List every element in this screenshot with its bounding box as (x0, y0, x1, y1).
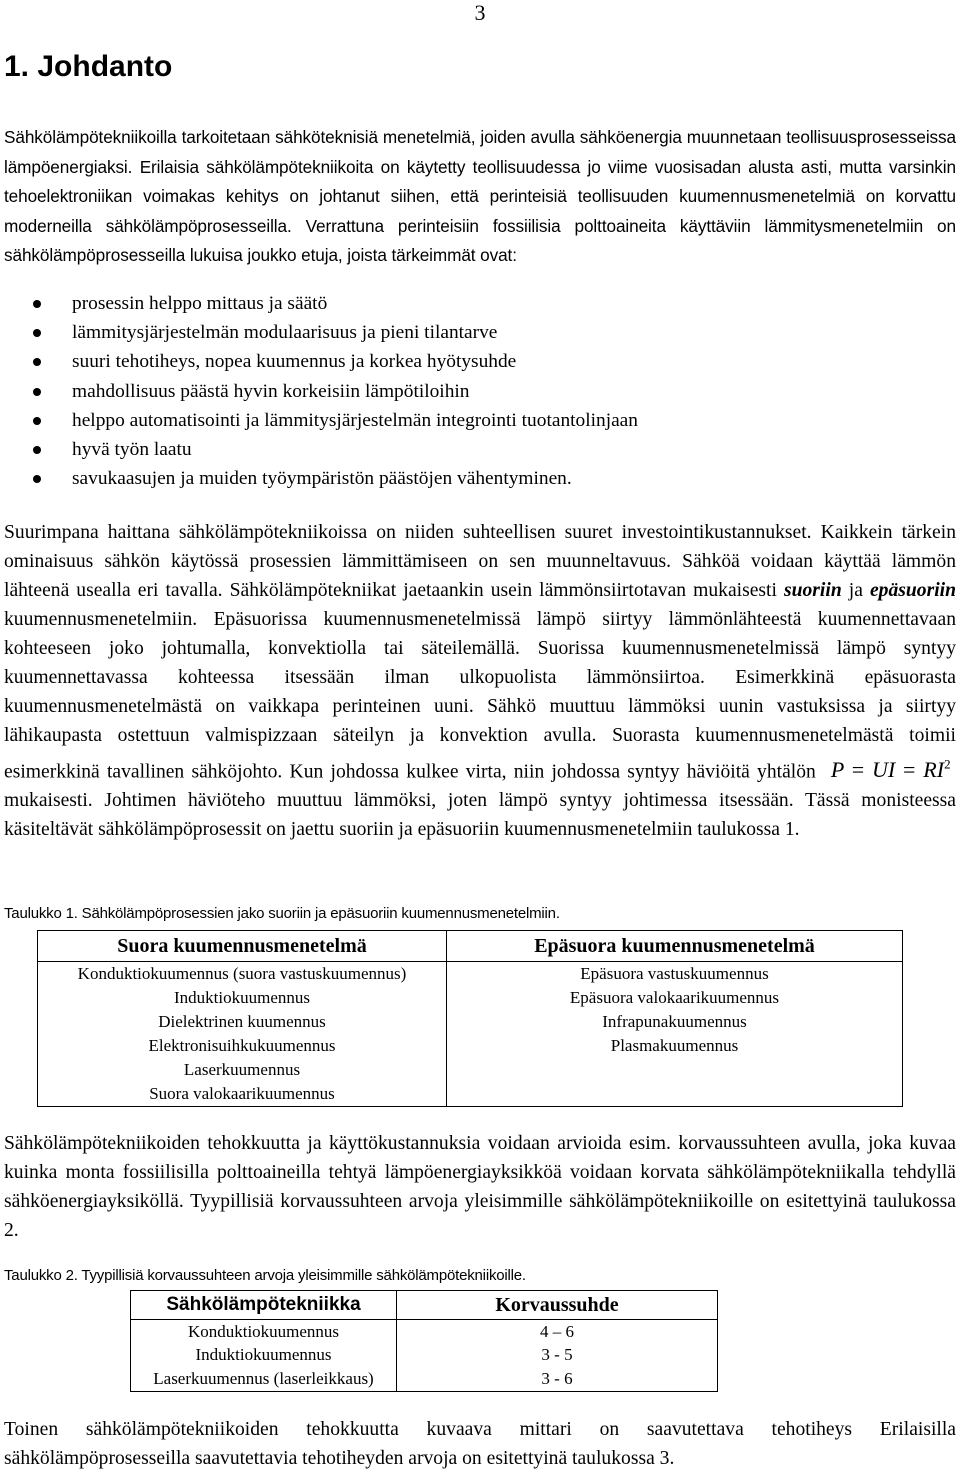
intro-paragraph (4, 123, 956, 271)
page-number: 3 (474, 0, 486, 25)
list-item: lämmitysjärjestelmän modulaarisuus ja pieni tilantarve (4, 318, 638, 347)
table2-caption: Taulukko 2. Tyypillisiä korvaussuhteen arvoja yleisimmille sähkölämpötekniikoille. (4, 1267, 526, 1284)
table-header-row (38, 931, 903, 962)
table-row: Induktiokuumennus Epäsuora valokaarikuumennus (38, 986, 903, 1010)
bullet-icon (33, 475, 41, 483)
table1-caption: Taulukko 1. Sähkölämpöprosessien jako suoriin ja epäsuoriin kuumennusmenetelmiin. (4, 905, 560, 922)
body-sentence-1: Suurimpana haittana sähkölämpötekniikoissa on niiden suhteellisen suuret investointikustannukset. Kaikkein tärkein ominaisuus sähkön käytössä prosessien lämmittämiseen on sen muunneltavuus. Sähköä voidaan käyttää lämmön lähteenä usealla eri tavalla. (4, 522, 956, 601)
body-sentence-6: mukaisesti. Johtimen häviöteho muuttuu lämmöksi, joten lämpö syntyy johtimessa itsessään. Tässä monisteessa käsiteltävät sähkölämpöprosessit on jaettu suoriin ja epäsuoriin kuumennusmenetelmiin taulukossa 1. (4, 790, 956, 841)
list-item: savukaasujen ja muiden työympäristön päästöjen vähentyminen. (4, 464, 638, 493)
bullet-icon (33, 358, 41, 366)
body-sentence-4: Suorissa kuumennusmenetelmissä lämpö syntyy kuumennettavassa kohteessa itsessään ilman ulkopuolista lämmönsiirtoa. Esimerkkinä epäsuorasta kuumennusmenetelmästä on vaikkapa perinteinen uuni. Sähkö muuttuu lämmöksi uunin vastuksissa ja siirtyy lähikaupasta ostettuun valmispizzaan säteilyn ja konvektion avulla. (4, 638, 956, 746)
table-row: Dielektrinen kuumennus Infrapunakuumennus (38, 1010, 903, 1034)
body-sentence-3: Epäsuorissa kuumennusmenetelmissä lämpö siirtyy lämmönlähteestä kuumennettavaan kohteeseen joko johtumalla, konvektiolla tai säteilemällä. (4, 609, 956, 659)
list-item: suuri tehotiheys, nopea kuumennus ja korkea hyötysuhde (4, 347, 638, 376)
closing-paragraph: Toinen sähkölämpötekniikoiden tehokkuutta kuvaava mittari on saavutettava tehotiheys Erilaisilla sähkölämpöprosesseilla saavutettavia tehotiheyden arvoja on esitettyinä taulukossa 3. (4, 1419, 956, 1469)
list-item: helppo automatisointi ja lämmitysjärjestelmän integrointi tuotantolinjaan (4, 406, 638, 435)
bullet-icon (33, 417, 41, 425)
intro-sentence-1: Sähkölämpötekniikoilla tarkoitetaan sähköteknisiä menetelmiä, joiden avulla sähköenergia muunnetaan teollisuusprosesseissa lämpöenergiaksi. (4, 127, 956, 177)
emphasis-epasuoriin: epäsuoriin (869, 580, 956, 601)
intro-sentence-3: Verrattuna perinteisiin fossiilisia polttoaineita käyttäviin lämmitysmenetelmiin on sähkölämpöprosesseilla lukuisa joukko etuja, joista tärkeimmät ovat: (4, 215, 956, 265)
table-row: Elektronisuihkukuumennus Plasmakuumennus (38, 1034, 903, 1058)
table-row: Konduktiokuumennus (suora vastuskuumennus) Epäsuora vastuskuumennus (38, 962, 903, 987)
table-row: Laserkuumennus (laserleikkaus) 3 - 6 (131, 1367, 718, 1391)
table-header-row (131, 1291, 718, 1320)
list-item: mahdollisuus päästä hyvin korkeisiin lämpötiloihin (4, 377, 638, 406)
table1-header-direct: Suora kuumennusmenetelmä (38, 931, 447, 962)
table2-header-technique: Sähkölämpötekniikka (131, 1291, 397, 1320)
table-row: Suora valokaarikuumennus (38, 1082, 903, 1107)
advantages-list (4, 289, 638, 493)
intro-sentence-2: Erilaisia sähkölämpötekniikoita on käytetty teollisuudessa jo viime vuosisadan alusta asti, mutta varsinkin tehoelektroniikan voimakas kehitys on johtanut siihen, että perinteisiä teollisuuden kuumennusmenetelmiä on korvattu moderneilla sähkölämpöprosesseilla. (4, 156, 956, 236)
power-equation: P = UI = $RI^2$ (830, 757, 951, 783)
table2 (130, 1290, 718, 1392)
body-paragraph: Suurimpana haittana sähkölämpötekniikoissa on niiden suhteellisen suuret investointikustannukset. Kaikkein tärkein ominaisuus sähkön käytössä prosessien lämmittämiseen on sen muunneltavuus. Sähköä voidaan käyttää lämmön lähteenä usealla eri tavalla. Sähkölämpötekniikat jaetaankin usein lämmönsiirtotavan mukaisesti suoriin ja epäsuoriin kuumennusmenetelmiin. Epäsuorissa kuumennusmenetelmissä lämpö siirtyy lämmönlähteestä kuumennettavaan kohteeseen joko johtumalla, konvektiolla tai säteilemällä. Suorissa kuumennusmenetelmissä lämpö syntyy kuumennettavassa kohteessa itsessään ilman ulkopuolista lämmönsiirtoa. Esimerkkinä epäsuorasta kuumennusmenetelmästä on vaikkapa perinteinen uuni. Sähkö muuttuu lämmöksi uunin vastuksissa ja siirtyy lähikaupasta ostettuun valmispizzaan säteilyn ja konvektion avulla. Suorasta kuumennusmenetelmästä toimii esimerkkinä tavallinen sähköjohto. Kun johdossa kulkee virta, niin johdossa syntyy häviöitä yhtälön P = UI = $RI^2$ mukaisesti. Johtimen häviöteho muuttuu lämmöksi, joten lämpö syntyy johtimessa itsessään. Tässä monisteessa käsiteltävät sähkölämpöprosessit on jaettu suoriin ja epäsuoriin kuumennusmenetelmiin taulukossa 1. (4, 522, 956, 841)
table1-header-indirect: Epäsuora kuumennusmenetelmä (447, 931, 903, 962)
section-heading: 1. Johdanto (4, 50, 173, 83)
table2-header-ratio: Korvaussuhde (397, 1291, 718, 1320)
bullet-icon (33, 388, 41, 396)
table-row: Konduktiokuumennus 4 – 6 (131, 1320, 718, 1344)
bullet-icon (33, 446, 41, 454)
list-item: prosessin helppo mittaus ja säätö (4, 289, 638, 318)
after-table1-paragraph: Sähkölämpötekniikoiden tehokkuutta ja käyttökustannuksia voidaan arvioida esim. korvaussuhteen avulla, joka kuvaa kuinka monta fossiilisilla polttoaineilla tehtyä lämpöenergiayksikköä voidaan korvata sähkölämpötekniikalla tehdyllä sähköenergiayksiköllä. Tyypillisiä korvaussuhteen arvoja yleisimmille sähkölämpötekniikoille on esitettyinä taulukossa 2. (4, 1133, 956, 1241)
list-item: hyvä työn laatu (4, 435, 638, 464)
bullet-icon (33, 329, 41, 337)
table-row: Induktiokuumennus 3 - 5 (131, 1344, 718, 1368)
body-sentence-2: Sähkölämpötekniikat jaetaankin usein lämmönsiirtotavan mukaisesti (229, 580, 777, 601)
table-row: Laserkuumennus (38, 1058, 903, 1082)
bullet-icon (33, 300, 41, 308)
emphasis-suoriin: suoriin (783, 580, 842, 601)
table1 (37, 930, 903, 1107)
body-sentence-5: Suorasta kuumennusmenetelmästä toimii esimerkkinä tavallinen sähköjohto. Kun johdossa kulkee virta, niin johdossa syntyy häviöitä yhtälön (4, 725, 956, 783)
